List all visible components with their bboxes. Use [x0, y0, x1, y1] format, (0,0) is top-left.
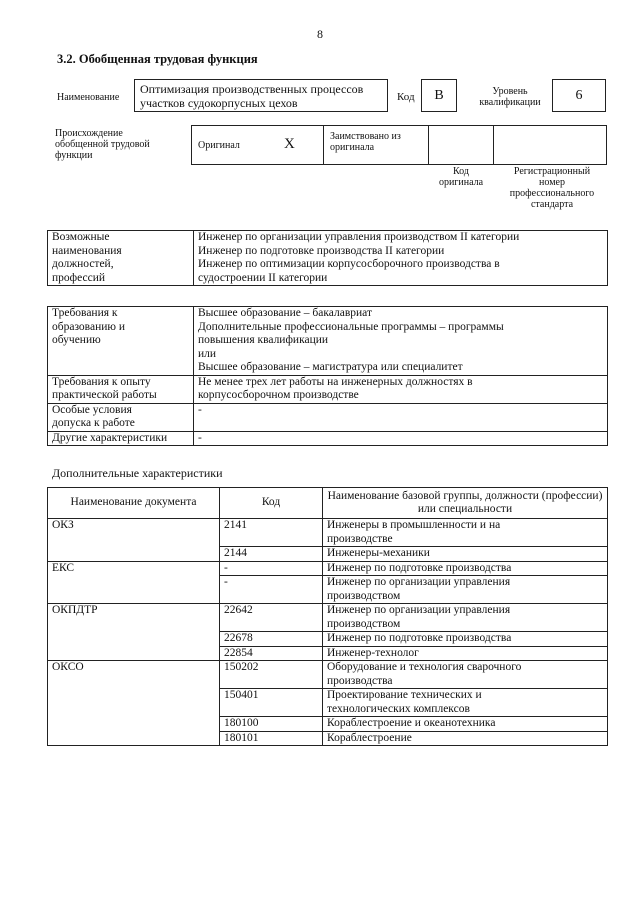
original-label: Оригинал [198, 140, 240, 151]
position-line: Инженер по организации управления производством II категории [198, 231, 520, 243]
name-cell [323, 519, 608, 547]
reg-number-line-4: стандарта [530, 199, 574, 210]
name-label: Наименование [57, 92, 120, 103]
borrowed-label-line-2: оригинала [330, 142, 375, 153]
section-title: 3.2. Обобщенная трудовая функция [57, 52, 258, 66]
code-cell: 150202 [220, 661, 323, 689]
doc-cell: ОКЗ [48, 519, 220, 562]
code-value: B [434, 88, 444, 103]
doc-cell: ОКПДТР [48, 604, 220, 661]
name-line: Проектирование технических и [327, 689, 482, 701]
requirement-value-line: Дополнительные профессиональные программы – программы [198, 320, 504, 333]
requirement-label-line: обучению [52, 334, 101, 346]
code-original-cell [428, 125, 494, 165]
table-row [48, 519, 608, 547]
level-label-line-2: квалификации [479, 97, 541, 108]
code-original-line-2: оригинала [438, 177, 484, 188]
positions-value [194, 231, 608, 286]
name-line: Инженер-технолог [327, 646, 419, 659]
code-cell: 2141 [220, 519, 323, 547]
reg-number-line-2: номер [539, 177, 565, 188]
code-original-caption [428, 166, 494, 188]
requirement-value-line: - [198, 403, 202, 416]
requirement-label-line: Особые условия [52, 403, 132, 416]
requirement-value-line: Не менее трех лет работы на инженерных должностях в [198, 375, 473, 388]
requirement-value [194, 431, 608, 446]
name-cell [323, 689, 608, 717]
additional-header-row [48, 488, 608, 519]
name-cell [323, 604, 608, 632]
code-cell: 180101 [220, 731, 323, 746]
header-document: Наименование документа [48, 488, 220, 519]
requirement-value-line: Высшее образование – бакалавриат [198, 307, 372, 319]
code-cell: 22642 [220, 604, 323, 632]
additional-table [47, 487, 608, 746]
header-code: Код [220, 488, 323, 519]
requirement-label-line: практической работы [52, 389, 157, 401]
reg-number-cell [493, 125, 607, 165]
requirement-label [48, 431, 194, 446]
name-line: Инженер по организации управления [327, 604, 511, 616]
doc-cell: ЕКС [48, 561, 220, 604]
positions-label-line: профессий [52, 271, 106, 284]
code-cell: 150401 [220, 689, 323, 717]
code-cell: 2144 [220, 547, 323, 562]
name-cell [323, 731, 608, 746]
code-cell: - [220, 561, 323, 576]
code-cell: 22678 [220, 632, 323, 647]
position-line: Инженер по оптимизации корпусосборочного производства в [198, 258, 500, 270]
name-cell [323, 661, 608, 689]
requirement-label-line: Требования к [52, 307, 118, 319]
code-cell: 180100 [220, 717, 323, 732]
name-cell [323, 646, 608, 661]
code-original-line-1: Код [453, 166, 469, 177]
name-line: Инженер по подготовке производства [327, 561, 512, 574]
name-line: Инженер по подготовке производства [327, 632, 512, 644]
borrowed-cell [323, 125, 429, 165]
page-number: 8 [317, 27, 323, 41]
name-line: Инженер по организации управления [327, 576, 511, 588]
name-cell [323, 547, 608, 562]
name-cell [323, 576, 608, 604]
position-line: судостроении II категории [198, 271, 328, 284]
name-line: производством [327, 617, 401, 630]
level-label [466, 86, 554, 108]
level-value: 6 [575, 88, 583, 103]
code-cell: - [220, 576, 323, 604]
reg-number-line-1: Регистрационный [513, 166, 591, 177]
name-cell [323, 632, 608, 647]
code-value-box [421, 79, 457, 112]
origin-label [55, 128, 150, 161]
positions-table [47, 230, 608, 286]
requirement-label [48, 375, 194, 403]
table-row [48, 661, 608, 689]
requirement-row-education [48, 307, 608, 376]
requirement-value-line: корпусосборочном производстве [198, 389, 359, 401]
requirement-label-line: Другие характеристики [52, 431, 168, 444]
requirement-value-line: повышения квалификации [198, 334, 329, 346]
name-line: производством [327, 589, 401, 602]
positions-label-line: наименования [52, 244, 122, 257]
name-line: Инженеры в промышленности и на [327, 519, 501, 531]
requirement-value [194, 375, 608, 403]
positions-label [48, 231, 194, 286]
origin-label-line-1: Происхождение [55, 128, 123, 139]
name-value-line-1: Оптимизация производственных процессов [140, 82, 364, 96]
requirement-value [194, 403, 608, 431]
original-mark: X [284, 136, 295, 152]
position-line: Инженер по подготовке производства II категории [198, 244, 445, 257]
name-line: Кораблестроение и океанотехника [327, 717, 496, 729]
name-line: технологических комплексов [327, 702, 470, 715]
origin-label-line-3: функции [55, 150, 93, 161]
table-row [48, 604, 608, 632]
positions-row [48, 231, 608, 286]
requirement-label-line: Требования к опыту [52, 375, 151, 388]
requirement-value [194, 307, 608, 376]
name-line: производстве [327, 532, 393, 545]
name-line: производства [327, 674, 393, 687]
requirement-label-line: образованию и [52, 320, 125, 333]
table-row [48, 561, 608, 576]
positions-label-line: Возможные [52, 231, 110, 243]
requirement-row-other [48, 431, 608, 446]
name-line: Инженеры-механики [327, 547, 430, 559]
reg-number-caption [496, 166, 608, 210]
requirement-value-line: или [198, 347, 217, 360]
requirement-value-line: - [198, 431, 202, 444]
requirement-value-line: Высшее образование – магистратура или специалитет [198, 361, 463, 373]
requirements-table [47, 306, 608, 446]
level-value-box [552, 79, 606, 112]
origin-label-line-2: обобщенной трудовой [55, 139, 150, 150]
borrowed-label-line-1: Заимствовано из [330, 131, 401, 142]
requirement-label [48, 403, 194, 431]
name-cell [323, 561, 608, 576]
name-line: Кораблестроение [327, 731, 412, 744]
positions-label-line: должностей, [52, 258, 114, 270]
level-label-line-1: Уровень [492, 86, 528, 97]
additional-title: Дополнительные характеристики [52, 466, 223, 480]
doc-cell: ОКСО [48, 661, 220, 746]
name-line: Оборудование и технология сварочного [327, 661, 522, 673]
requirement-row-experience [48, 375, 608, 403]
code-label: Код [397, 91, 415, 103]
header-name: Наименование базовой группы, должности (профессии) или специальности [323, 488, 608, 519]
requirement-row-admission [48, 403, 608, 431]
requirement-label-line: допуска к работе [52, 417, 135, 429]
name-value-line-2: участков судокорпусных цехов [140, 96, 298, 110]
code-cell: 22854 [220, 646, 323, 661]
requirement-label [48, 307, 194, 376]
original-cell [191, 125, 324, 165]
name-cell [323, 717, 608, 732]
name-value-box [134, 79, 388, 112]
reg-number-line-3: профессионального [509, 188, 595, 199]
